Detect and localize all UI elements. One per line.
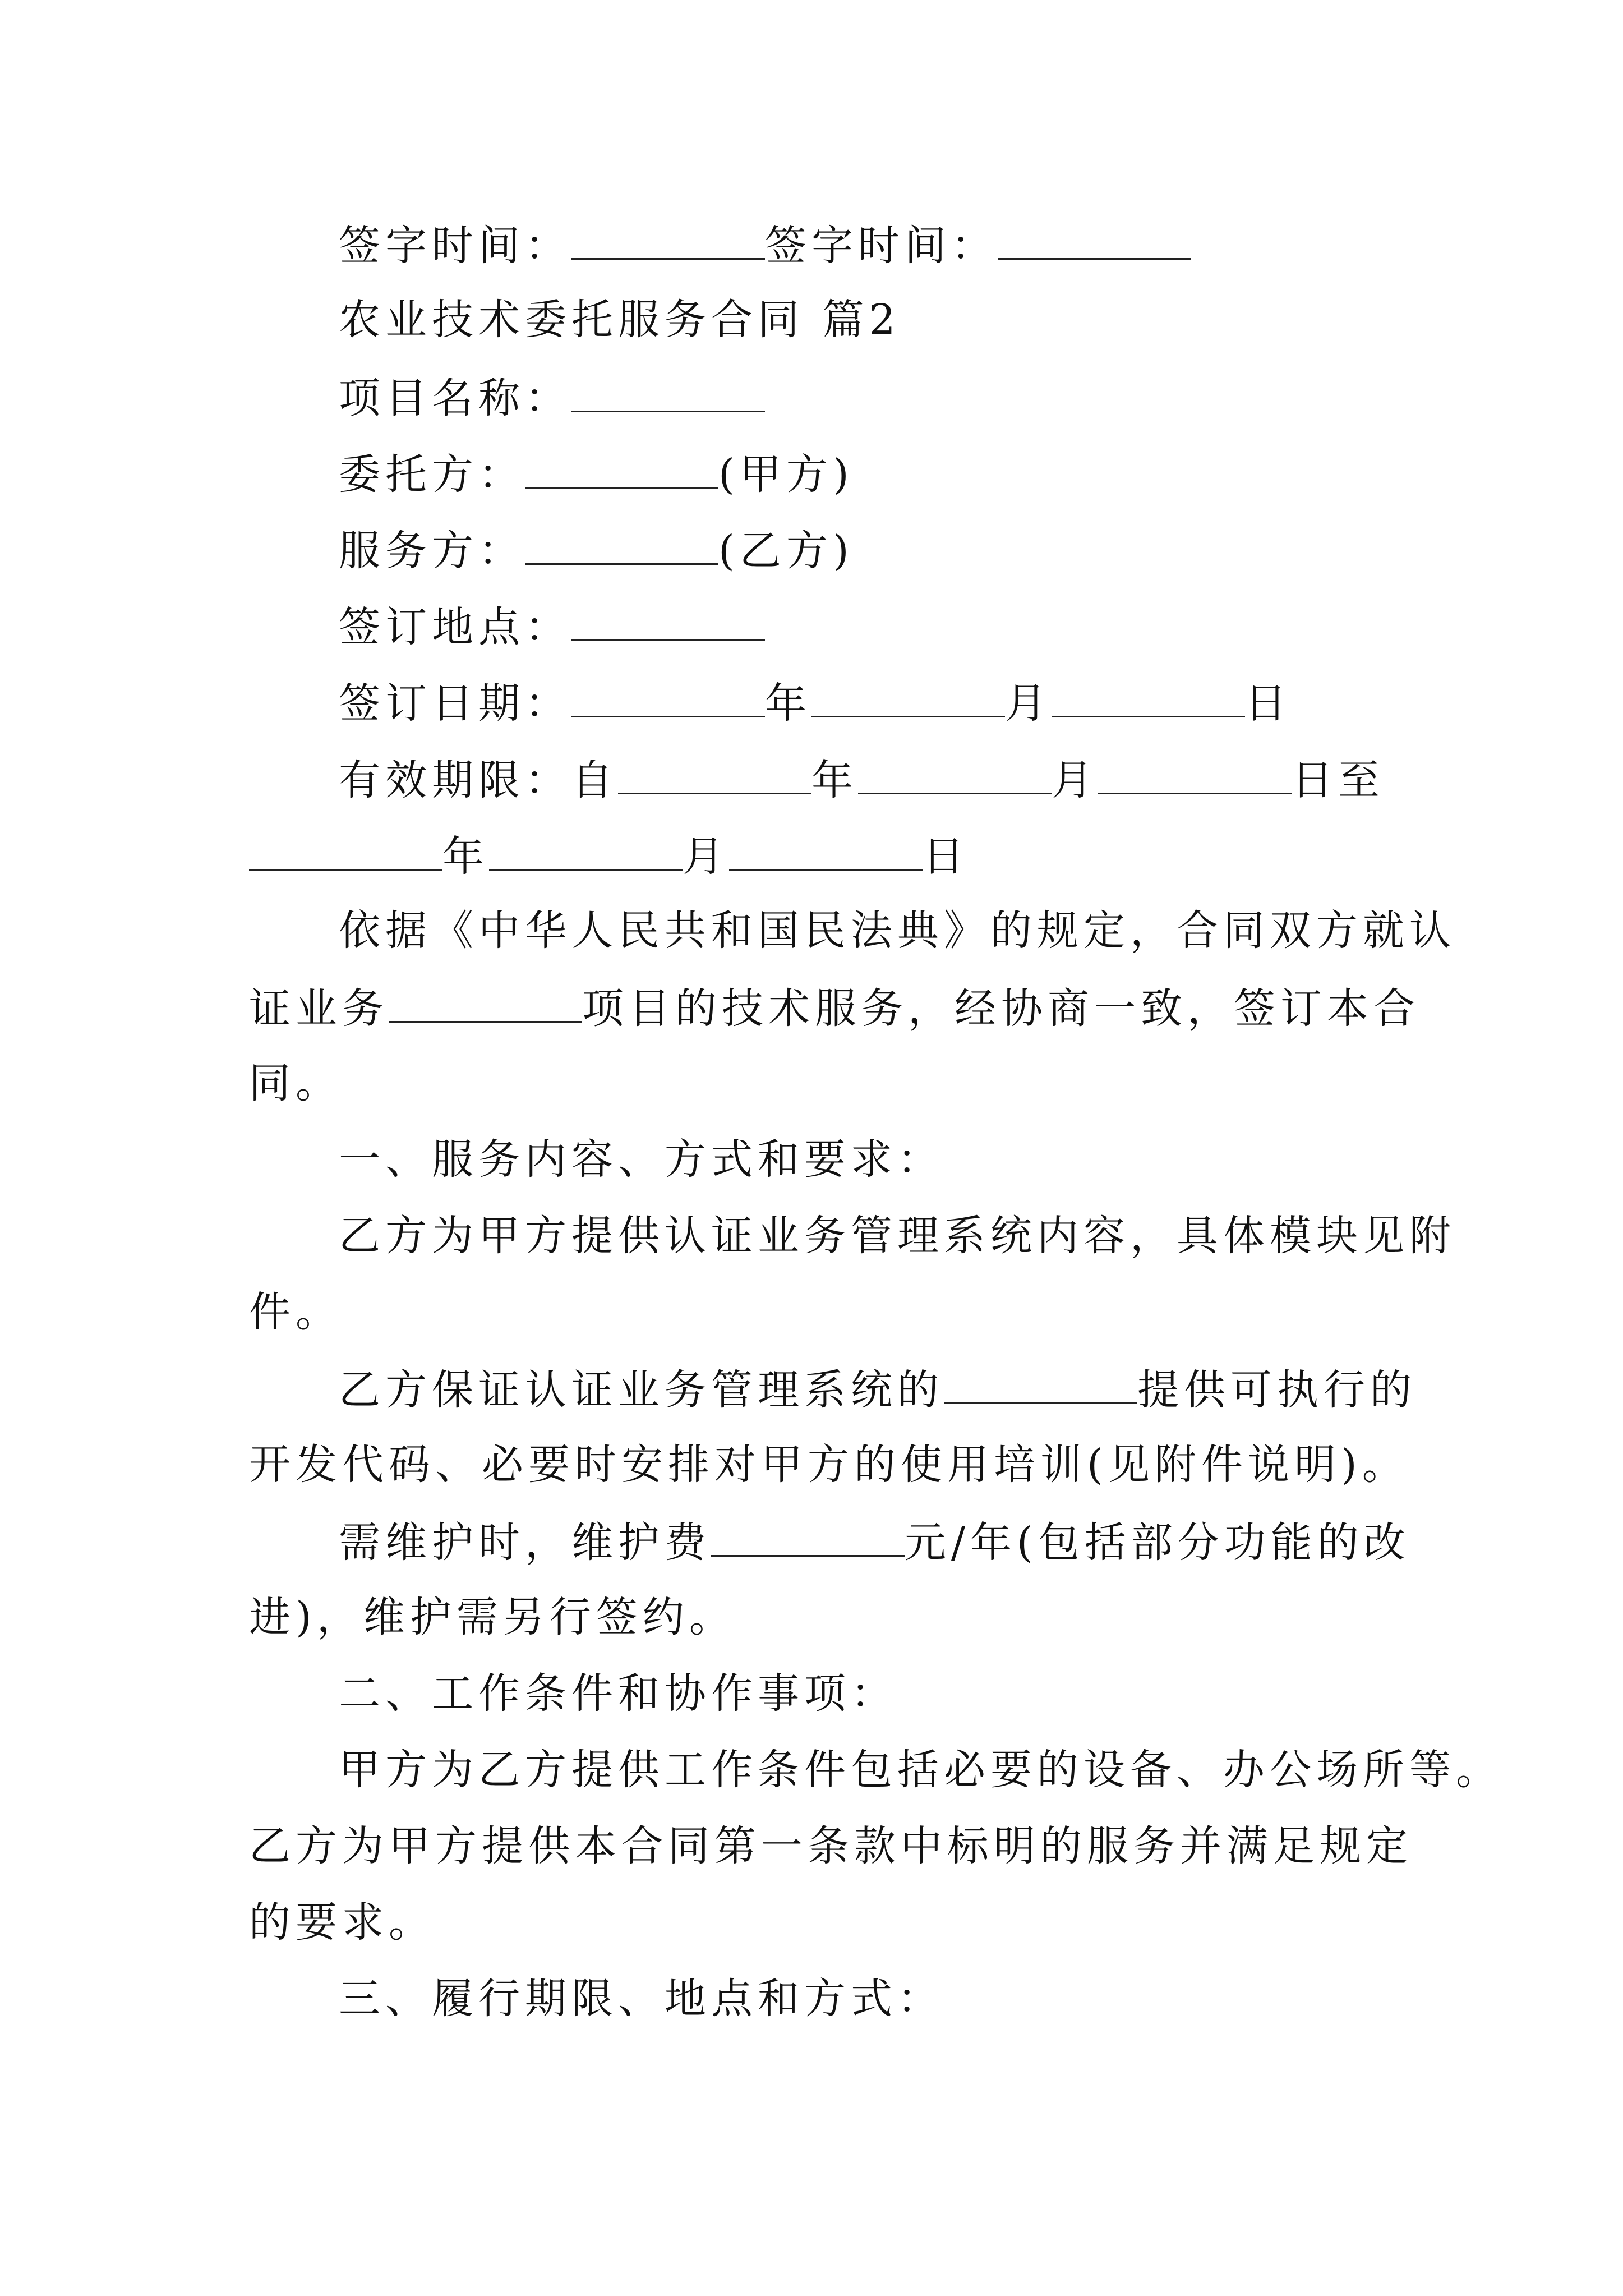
signature-time-label-a: 签字时间： bbox=[339, 222, 571, 270]
contract-title: 农业技术委托服务合同 篇2 bbox=[339, 296, 901, 344]
validity-line bbox=[339, 756, 1385, 804]
provider-label: 服务方： bbox=[339, 527, 525, 575]
blank-field bbox=[1052, 681, 1245, 717]
day-unit: 日 bbox=[923, 832, 969, 881]
section-1-para-1-line-1: 乙方为甲方提供认证业务管理系统内容，具体模块见附 bbox=[339, 1212, 1456, 1260]
blank-field bbox=[571, 681, 765, 717]
year-unit: 年 bbox=[442, 832, 489, 881]
preamble-text-b: 项目的技术服务，经协商一致，签订本合 bbox=[582, 984, 1420, 1033]
blank-field bbox=[998, 223, 1191, 260]
month-unit: 月 bbox=[683, 832, 729, 881]
para-text-a: 乙方保证认证业务管理系统的 bbox=[339, 1366, 944, 1414]
section-2-heading: 二、工作条件和协作事项： bbox=[339, 1669, 897, 1718]
blank-field bbox=[811, 681, 1005, 717]
signature-time-line bbox=[339, 222, 1191, 270]
section-1-para-3-line-2: 进)，维护需另行签约。 bbox=[249, 1593, 736, 1641]
client-label: 委托方： bbox=[339, 450, 525, 499]
preamble-line-1: 依据《中华人民共和国民法典》的规定，合同双方就认 bbox=[339, 907, 1456, 955]
signing-place-label: 签订地点： bbox=[339, 603, 571, 651]
year-unit: 年 bbox=[811, 756, 858, 804]
blank-field bbox=[729, 834, 923, 871]
blank-field bbox=[858, 758, 1052, 794]
party-b-note: (乙方) bbox=[718, 527, 854, 575]
preamble-line-3: 同。 bbox=[249, 1059, 342, 1107]
blank-field bbox=[711, 1520, 905, 1557]
para-text-a: 需维护时，维护费 bbox=[339, 1519, 711, 1567]
blank-field bbox=[489, 834, 683, 871]
blank-field bbox=[571, 605, 765, 641]
year-unit: 年 bbox=[765, 679, 811, 728]
signing-date-line bbox=[339, 679, 1292, 728]
blank-field bbox=[389, 986, 582, 1023]
blank-field bbox=[525, 528, 718, 565]
section-2-para-line-3: 的要求。 bbox=[249, 1898, 435, 1947]
provider-line bbox=[339, 527, 854, 575]
blank-field bbox=[525, 452, 718, 489]
section-1-para-2-line-2: 开发代码、必要时安排对甲方的使用培训(见附件说明)。 bbox=[249, 1441, 1409, 1489]
blank-field bbox=[571, 223, 765, 260]
project-name-label: 项目名称： bbox=[339, 374, 571, 422]
month-unit: 月 bbox=[1052, 756, 1098, 804]
day-to-unit: 日至 bbox=[1292, 756, 1385, 804]
signing-place-line bbox=[339, 603, 765, 651]
para-text-b: 元/年(包括部分功能的改 bbox=[905, 1519, 1410, 1567]
validity-end-line bbox=[249, 832, 969, 881]
para-text-b: 提供可执行的 bbox=[1137, 1366, 1417, 1414]
section-2-para-line-1: 甲方为乙方提供工作条件包括必要的设备、办公场所等。 bbox=[339, 1746, 1502, 1794]
preamble-line-2 bbox=[249, 984, 1420, 1033]
client-line bbox=[339, 450, 854, 499]
day-unit: 日 bbox=[1245, 679, 1292, 728]
validity-label: 有效期限：自 bbox=[339, 756, 618, 804]
blank-field bbox=[1098, 758, 1292, 794]
section-1-para-3-line-1 bbox=[339, 1519, 1410, 1567]
blank-field bbox=[944, 1368, 1137, 1404]
blank-field bbox=[249, 834, 442, 871]
section-1-para-2-line-1 bbox=[339, 1366, 1417, 1414]
month-unit: 月 bbox=[1005, 679, 1052, 728]
signing-date-label: 签订日期： bbox=[339, 679, 571, 728]
section-1-heading: 一、服务内容、方式和要求： bbox=[339, 1135, 944, 1184]
signature-time-label-b: 签字时间： bbox=[765, 222, 998, 270]
party-a-note: (甲方) bbox=[718, 450, 854, 499]
blank-field bbox=[618, 758, 811, 794]
blank-field bbox=[571, 376, 765, 412]
section-1-para-1-line-2: 件。 bbox=[249, 1288, 342, 1336]
preamble-text-a: 证业务 bbox=[249, 984, 389, 1033]
section-2-para-line-2: 乙方为甲方提供本合同第一条款中标明的服务并满足规定 bbox=[249, 1822, 1413, 1870]
section-3-heading: 三、履行期限、地点和方式： bbox=[339, 1975, 944, 2023]
project-name-line bbox=[339, 374, 765, 422]
